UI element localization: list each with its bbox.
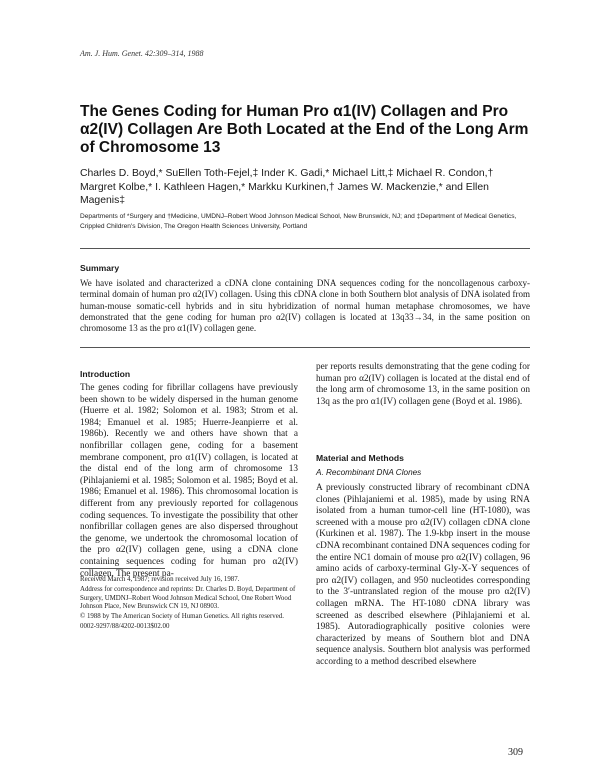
article-title: The Genes Coding for Human Pro α1(IV) Collagen and Pro α2(IV) Collagen Are Both Located at the End of the Long Arm of Chromosome 13 xyxy=(80,103,529,156)
issn-note: 0002-9297/88/4202-0013$02.00 xyxy=(80,622,170,630)
summary-heading: Summary xyxy=(80,263,120,273)
methods-subheading: A. Recombinant DNA Clones xyxy=(316,468,422,477)
copyright-note: © 1988 by The American Society of Human Genetics. All rights reserved. xyxy=(80,613,284,621)
page-number: 309 xyxy=(508,747,523,758)
footnotes xyxy=(80,576,305,633)
author-affiliations: Departments of *Surgery and †Medicine, UMDNJ–Robert Wood Johnson Medical School, New Brunswick, NJ; and ‡Department of Medical Genetics, Crippled Children's Division, The Oregon Health Sciences University, Portland xyxy=(80,213,517,230)
methods-text: A previously constructed library of recombinant cDNA clones (Pihlajaniemi et al. 1985), made by using RNA isolated from a human tumor-cell line (HT-1080), was screened with a mouse pro α2(IV) collagen cDNA clone (Kurkinen et al. 1987). The 1.9-kbp insert in the mouse cDNA recombinant contained DNA sequences coding for the entire NC1 domain of mouse pro α2(IV) collagen, 96 amino acids of carboxy-terminal Gly-X-Y sequences of pro α2(IV) collagen, and 950 nucleotides corresponding to the 3′-untranslated region of the mouse pro α2(IV) collagen mRNA. The HT-1080 cDNA library was screened as described elsewhere (Pihlajaniemi et al. 1985). Autoradiographically positive colonies were characterized by means of Southern blot and DNA sequence analysis. Southern blot analysis was performed according to a method described elsewhere xyxy=(316,483,530,667)
received-note: Received March 4, 1987; revision received July 16, 1987. xyxy=(80,576,240,583)
introduction-heading: Introduction xyxy=(80,369,131,379)
introduction-continued-text: per reports results demonstrating that the gene coding for human pro α2(IV) collagen is located at the distal end of the long arm of chromosome 13, in the same position on 13q as the pro α1(IV) collagen gene (Boyd et al. 1986). xyxy=(316,362,530,407)
author-list: Charles D. Boyd,* SuEllen Toth-Fejel,‡ Inder K. Gadi,* Michael Litt,‡ Michael R. Condon,† Margret Kolbe,* I. Kathleen Hagen,* Markku Kurkinen,† James W. Mackenzie,* and Ellen Magenis‡ xyxy=(80,168,494,206)
journal-citation: Am. J. Hum. Genet. 42:309–314, 1988 xyxy=(80,49,204,58)
methods-heading: Material and Methods xyxy=(316,453,404,463)
header-divider xyxy=(80,248,530,249)
footnote-divider xyxy=(80,568,165,569)
correspondence-note: Address for correspondence and reprints: Dr. Charles D. Boyd, Department of Surgery, UMDNJ–Robert Wood Johnson Medical School, One Robert Wood Johnson Place, New Brunswick CN 19, NJ 08903. xyxy=(80,585,296,611)
summary-divider xyxy=(80,347,530,348)
introduction-text: The genes coding for fibrillar collagens have previously been shown to be widely dispersed in the human genome (Huerre et al. 1982; Solomon et al. 1983; Strom et al. 1984; Emanuel et al. 1985; Huerre-Jeanpierre et al. 1986b). Recently we and others have shown that a nonfibrillar collagen gene, coding for a basement membrane component, pro α1(IV) collagen, is located at the distal end of the long arm of chromosome 13 (Pihlajaniemi et al. 1985; Solomon et al. 1985; Boyd et al. 1986; Emanuel et al. 1986). This chromosomal location is different from any previously reported for collagenous coding sequences. To investigate the possibility that other nonfibrillar collagen genes are also dispersed throughout the genome, we undertook the chromosomal location of the pro α2(IV) collagen gene, using a cDNA clone containing sequences coding for human pro α2(IV) collagen. The present pa- xyxy=(80,383,298,579)
summary-text: We have isolated and characterized a cDNA clone containing DNA sequences coding for the noncollagenous carboxy-terminal domain of human pro α2(IV) collagen. Using this cDNA clone in both Southern blot analysis of DNA isolated from human-mouse somatic-cell hybrids and in situ hybridization of normal human metaphase chromosomes, we have demonstrated that the gene coding for human pro α2(IV) collagen is located at 13q33→34, in the same position on chromosome 13 as the pro α1(IV) collagen gene. xyxy=(80,278,530,334)
